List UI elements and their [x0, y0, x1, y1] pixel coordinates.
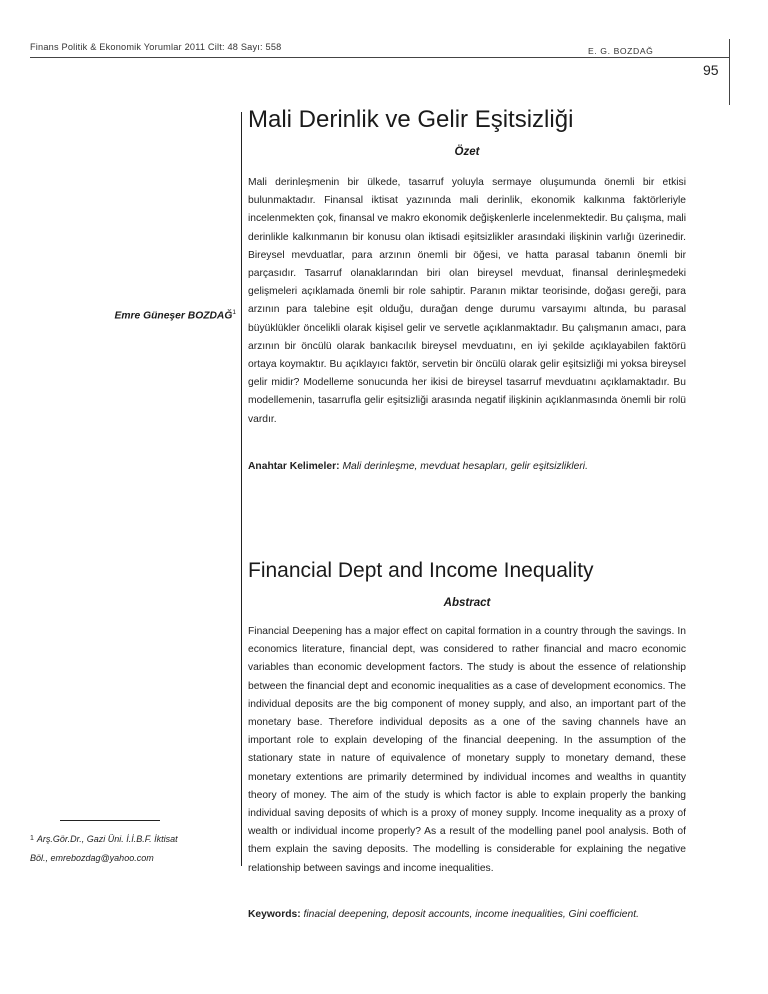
footnote-affiliation: Arş.Gör.Dr., Gazi Üni. İ.İ.B.F. İktisat [36, 834, 178, 844]
english-keywords [248, 908, 686, 921]
turkish-abstract-label: Özet [454, 146, 480, 158]
turkish-keywords [248, 460, 686, 473]
column-divider [241, 112, 242, 866]
header-rule [30, 57, 730, 58]
author-name [115, 309, 237, 321]
english-abstract-label: Abstract [443, 597, 491, 609]
running-header-journal: Finans Politik & Ekonomik Yorumlar 2011 Cilt: 48 Sayı: 558 [30, 42, 282, 52]
english-keywords-text: finacial deepening, deposit accounts, income inequalities, Gini coefficient. [303, 909, 639, 920]
author-name-text: Emre Güneşer BOZDAĞ [114, 310, 233, 322]
footnote [30, 829, 240, 868]
english-title: Financial Dept and Income Inequality [248, 559, 594, 582]
author-footnote-mark: 1 [232, 309, 236, 316]
turkish-keywords-text: Mali derinleşme, mevduat hesapları, gelir eşitsizlikleri. [342, 461, 588, 472]
turkish-title: Mali Derinlik ve Gelir Eşitsizliği [248, 106, 574, 133]
turkish-abstract: Mali derinleşmenin bir ülkede, tasarruf yoluyla sermaye oluşumunda önemli bir etkisi bulunmaktadır. Finansal iktisat yazınında mali derinlik, ekonomik kalkınma faktörleriyle incelenmekten çok, finansal ve makro ekonomik değişkenlerle incelenmektedir. Bu çalışma, mali derinlikle kalkınmanın bir konusu olan iktisadi eşitsizlikler arasındaki ilişkinin varlığı üzerinedir. Bireysel mevduatlar, para arzının önemli bir öğesi, ve hatta parasal tabanın önemli bir parçasıdır. Tasarruf olanaklarından biri olan bireysel mevduat, finansal derinleşmedeki gelişmeleri açıklamada önemli bir role sahiptir. Paranın miktar teorisinde, doğası gereği, para arzının para talebine eşit olduğu, durağan denge durumu varsayımı altında, bu parasal büyüklükler öncelikli olarak kişisel gelir ve servetle açıklanmaktadır. Bu çalışmanın amacı, para arzının bir öncülü olarak bankacılık bireysel mevduatını, en iyi şekilde açıklayabilen faktörü ortaya koymaktır. Bu açıklayıcı faktör, servetin bir öncülü olarak gelir eşitsizliği mi yoksa bireysel gelir midir? Modelleme sonucunda her ikisi de bireysel tasarruf mevduatını açıklamaktadır. Bu modellemenin, tasarrufla gelir eşitsizliği arasında negatif ilişkinin açıklanmasında önemli bir rolü vardır. [248, 177, 686, 425]
footnote-mark: 1 [30, 835, 34, 842]
header-vertical-rule [729, 39, 730, 105]
footnote-rule [60, 820, 160, 821]
english-keywords-label: Keywords: [248, 909, 301, 920]
running-header-author: E. G. BOZDAĞ [588, 46, 654, 56]
footnote-line-2: Böl., emrebozdag@yahoo.com [30, 853, 154, 863]
english-abstract: Financial Deepening has a major effect on capital formation in a country through the savings. In economics literature, financial dept, was considered to rather financial and macro economic variables than economic development factors. The study is about the essence of relationship between the financial dept and economic inequalities as a case of development economics. The individual deposits are the big component of money supply, and also, an important part of the monetary base. Therefore individual deposits as a one of the saving channels have an important role to explain developing of the financial deepening. In the assumption of the stationary state in nature of equivalence of monetary supply to monetary demand, these monetary extentions are primarily determined by individual incomes and wealths in quantity theory of money. The aim of the study is which factor is able to explain properly the banking individual saving deposits of which is a proxy of money supply. Income inequality as a proxy of wealth or individual income properly? As a result of the modelling panel pool analysis. Both of them explain the saving deposits. The modelling is considerable for explaining the negative relationship between savings and income inequalities. [248, 626, 686, 874]
page-number: 95 [703, 62, 719, 78]
footnote-line-1 [30, 829, 240, 849]
turkish-keywords-label: Anahtar Kelimeler: [248, 461, 340, 472]
